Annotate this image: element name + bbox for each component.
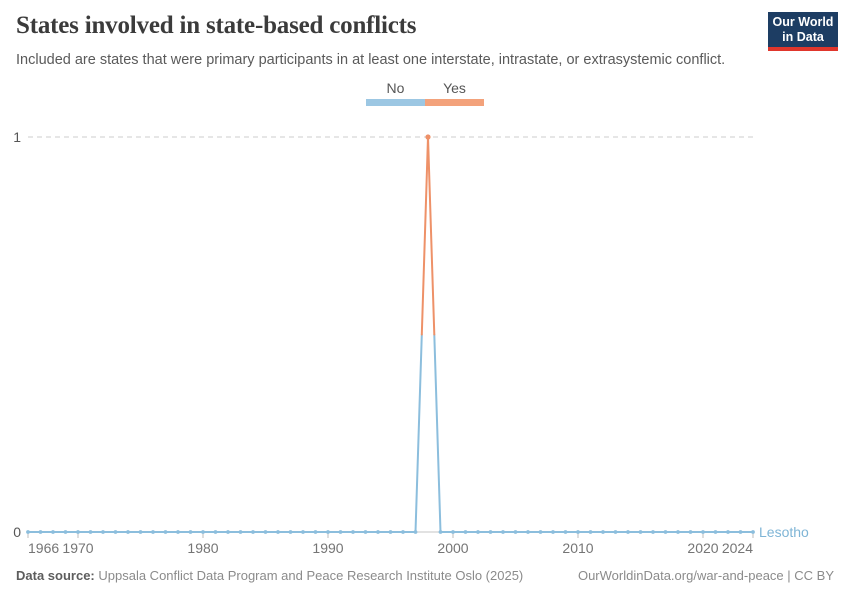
data-point (51, 530, 55, 534)
legend-label-no: No (386, 80, 405, 96)
legend-label-yes: Yes (443, 80, 466, 96)
data-point (139, 530, 143, 534)
data-point (489, 530, 493, 534)
data-point (339, 530, 343, 534)
data-source-text: Uppsala Conflict Data Program and Peace Research Institute Oslo (2025) (98, 568, 524, 583)
series-line-yes (422, 137, 435, 335)
data-source (16, 568, 523, 583)
x-tick-label-2000: 2000 (437, 540, 469, 556)
data-point (589, 530, 593, 534)
y-tick-label-1: 1 (13, 129, 21, 145)
data-point (39, 530, 43, 534)
data-point (751, 530, 755, 534)
data-point (689, 530, 693, 534)
data-point (539, 530, 543, 534)
data-point (239, 530, 243, 534)
chart-subtitle: Included are states that were primary participants in at least one interstate, intrastate, or extrasystemic conflict. (16, 52, 726, 68)
data-point (114, 530, 118, 534)
data-point (614, 530, 618, 534)
x-tick-label-2010: 2010 (562, 540, 594, 556)
data-point (89, 530, 93, 534)
data-point (639, 530, 643, 534)
data-point (701, 530, 705, 534)
data-point (364, 530, 368, 534)
data-point (414, 530, 418, 534)
data-point (76, 530, 80, 534)
y-tick-label-0: 0 (13, 524, 21, 540)
data-point (425, 134, 430, 139)
data-point (164, 530, 168, 534)
data-point (151, 530, 155, 534)
data-point (301, 530, 305, 534)
data-point (26, 530, 30, 534)
data-point (214, 530, 218, 534)
data-point (564, 530, 568, 534)
data-point (651, 530, 655, 534)
series-label-lesotho[interactable]: Lesotho (759, 524, 809, 540)
x-tick-label-2024: 2024 (721, 540, 753, 556)
data-point (226, 530, 230, 534)
footer (16, 568, 834, 583)
page-title: States involved in state-based conflicts (16, 12, 417, 39)
data-point (451, 530, 455, 534)
data-point (464, 530, 468, 534)
credit-link[interactable]: OurWorldinData.org/war-and-peace | CC BY (577, 568, 834, 583)
data-point (626, 530, 630, 534)
data-point (64, 530, 68, 534)
data-point (401, 530, 405, 534)
data-point (739, 530, 743, 534)
data-point (551, 530, 555, 534)
data-point (276, 530, 280, 534)
data-point (526, 530, 530, 534)
data-point (289, 530, 293, 534)
data-point (314, 530, 318, 534)
x-tick-label-1990: 1990 (312, 540, 344, 556)
data-point (476, 530, 480, 534)
data-point (664, 530, 668, 534)
data-point (126, 530, 130, 534)
data-point (439, 530, 443, 534)
data-point (251, 530, 255, 534)
owid-logo-line2: in Data (782, 29, 824, 44)
data-source-label: Data source: (16, 568, 95, 583)
data-point (726, 530, 730, 534)
data-point (264, 530, 268, 534)
data-point (351, 530, 355, 534)
data-point (101, 530, 105, 534)
data-point (514, 530, 518, 534)
x-tick-label-1966: 1966 (28, 540, 60, 556)
data-point (176, 530, 180, 534)
series-line-no (28, 335, 753, 533)
x-tick-label-1970: 1970 (62, 540, 94, 556)
data-point (714, 530, 718, 534)
data-point (501, 530, 505, 534)
data-point (601, 530, 605, 534)
owid-logo-line1: Our World (772, 14, 834, 29)
data-point (576, 530, 580, 534)
x-tick-label-2020: 2020 (687, 540, 719, 556)
data-point (326, 530, 330, 534)
data-point (676, 530, 680, 534)
data-point (189, 530, 193, 534)
data-point (376, 530, 380, 534)
data-point (389, 530, 393, 534)
x-tick-label-1980: 1980 (187, 540, 219, 556)
data-point (201, 530, 205, 534)
